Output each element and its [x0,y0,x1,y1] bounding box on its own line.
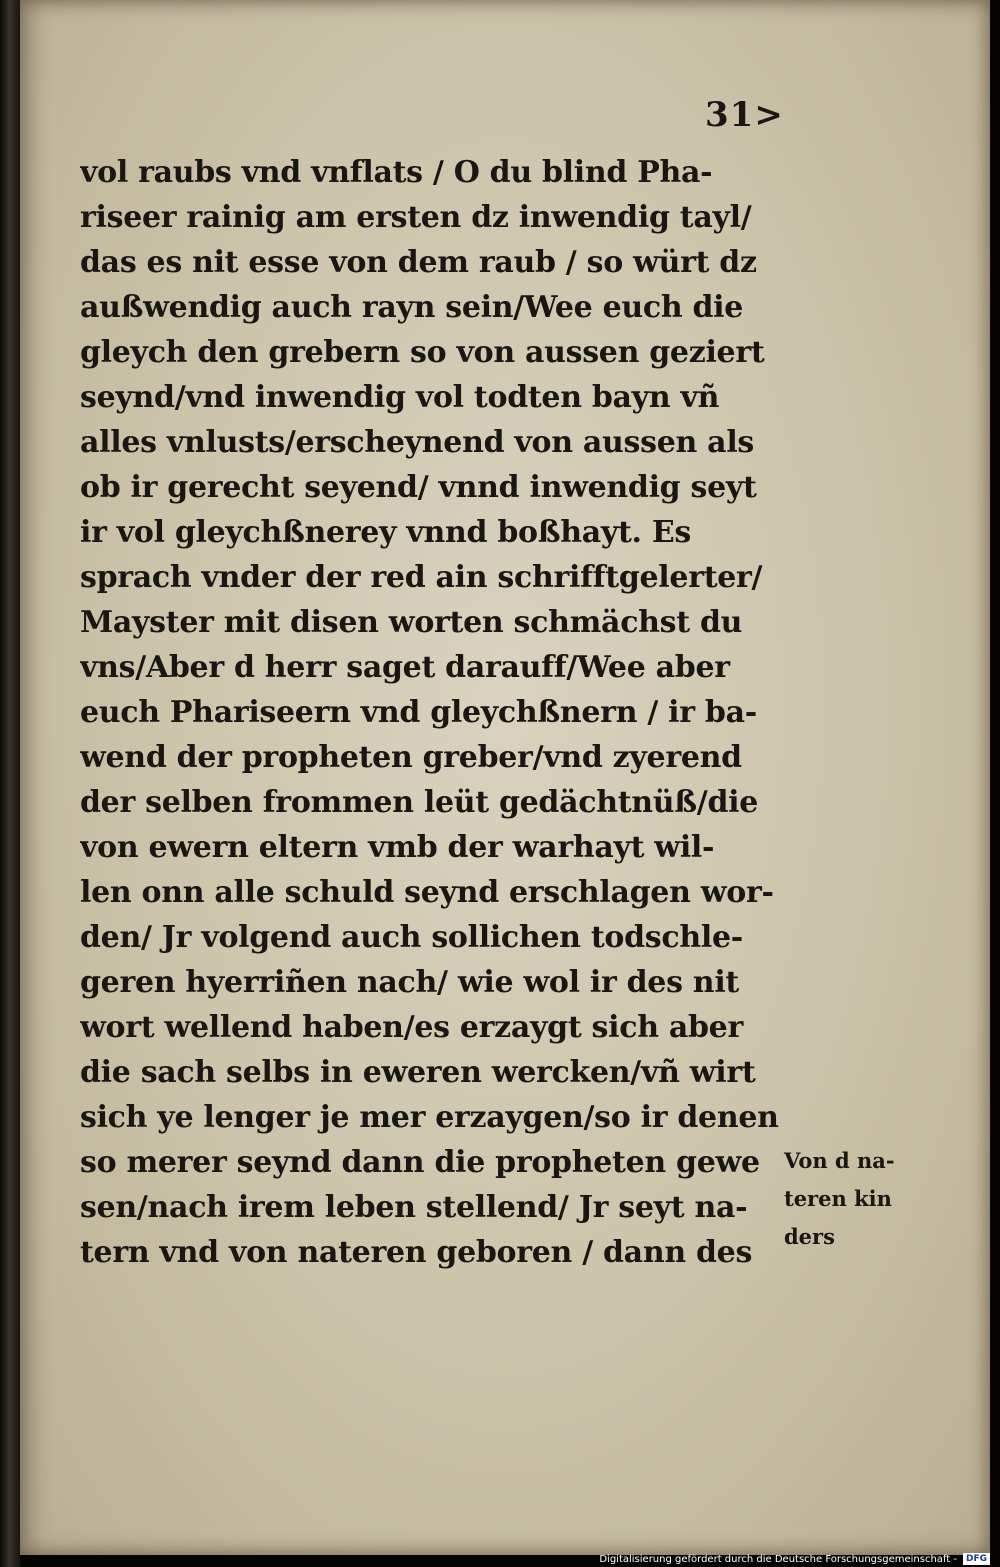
marginal-note [784,1142,919,1256]
binding-edge [0,0,20,1567]
text-line: euch Phariseern vnd gleychßnern / ir ba‑ [80,695,757,730]
text-line: Mayster mit disen worten schmächst du [80,605,743,640]
text-line: außwendig auch rayn sein/Wee euch die [80,290,744,325]
text-line: tern vnd von nateren geboren / dann des [80,1235,753,1270]
text-line: seynd/vnd inwendig vol todten bayn vñ [80,380,720,415]
text-line: ir vol gleychßnerey vnnd boßhayt. Es [80,515,691,550]
dfg-logo: DFG [963,1553,990,1565]
text-line: den/ Jr volgend auch sollichen todschle‑ [80,920,743,955]
text-line: die sach selbs in eweren wercken/vñ wirt [80,1055,756,1090]
text-line: sen/nach irem leben stellend/ Jr seyt na‑ [80,1190,748,1225]
text-line: wend der propheten greber/vnd zyerend [80,740,742,775]
body-text [80,150,785,1275]
margin-note-line: Von d na‑ [784,1148,895,1173]
text-line: sprach vnder der red ain schrifftgelerter/ [80,560,763,595]
text-line: len onn alle schuld seynd erschlagen wor‑ [80,875,774,910]
text-line: das es nit esse von dem raub / so würt dz [80,245,757,280]
text-line: wort wellend haben/es erzaygt sich aber [80,1010,743,1045]
text-line: geren hyerriñen nach/ wie wol ir des nit [80,965,739,1000]
text-line: vol raubs vnd vnflats / O du blind Pha‑ [80,155,713,190]
text-line: riseer rainig am ersten dz inwendig tayl/ [80,200,752,235]
text-line: alles vnlusts/erscheynend von aussen als [80,425,755,460]
digitization-footer [600,1551,990,1567]
text-line: sich ye lenger je mer erzaygen/so ir denen [80,1100,779,1135]
margin-note-line: teren kin [784,1186,892,1211]
text-line: gleych den grebern so von aussen geziert [80,335,765,370]
text-line: von ewern eltern vmb der warhayt wil‑ [80,830,715,865]
text-line: der selben frommen leüt gedächtnüß/die [80,785,758,820]
paper-page [20,0,990,1555]
funding-credit: Digitalisierung gefördert durch die Deutsche Forschungsgemeinschaft - [599,1553,957,1565]
page-number: 31> [705,95,784,135]
margin-note-line: ders [784,1224,835,1249]
text-line: so merer seynd dann die propheten gewe [80,1145,760,1180]
text-line: vns/Aber d herr saget darauff/Wee aber [80,650,730,685]
text-line: ob ir gerecht seyend/ vnnd inwendig seyt [80,470,757,505]
